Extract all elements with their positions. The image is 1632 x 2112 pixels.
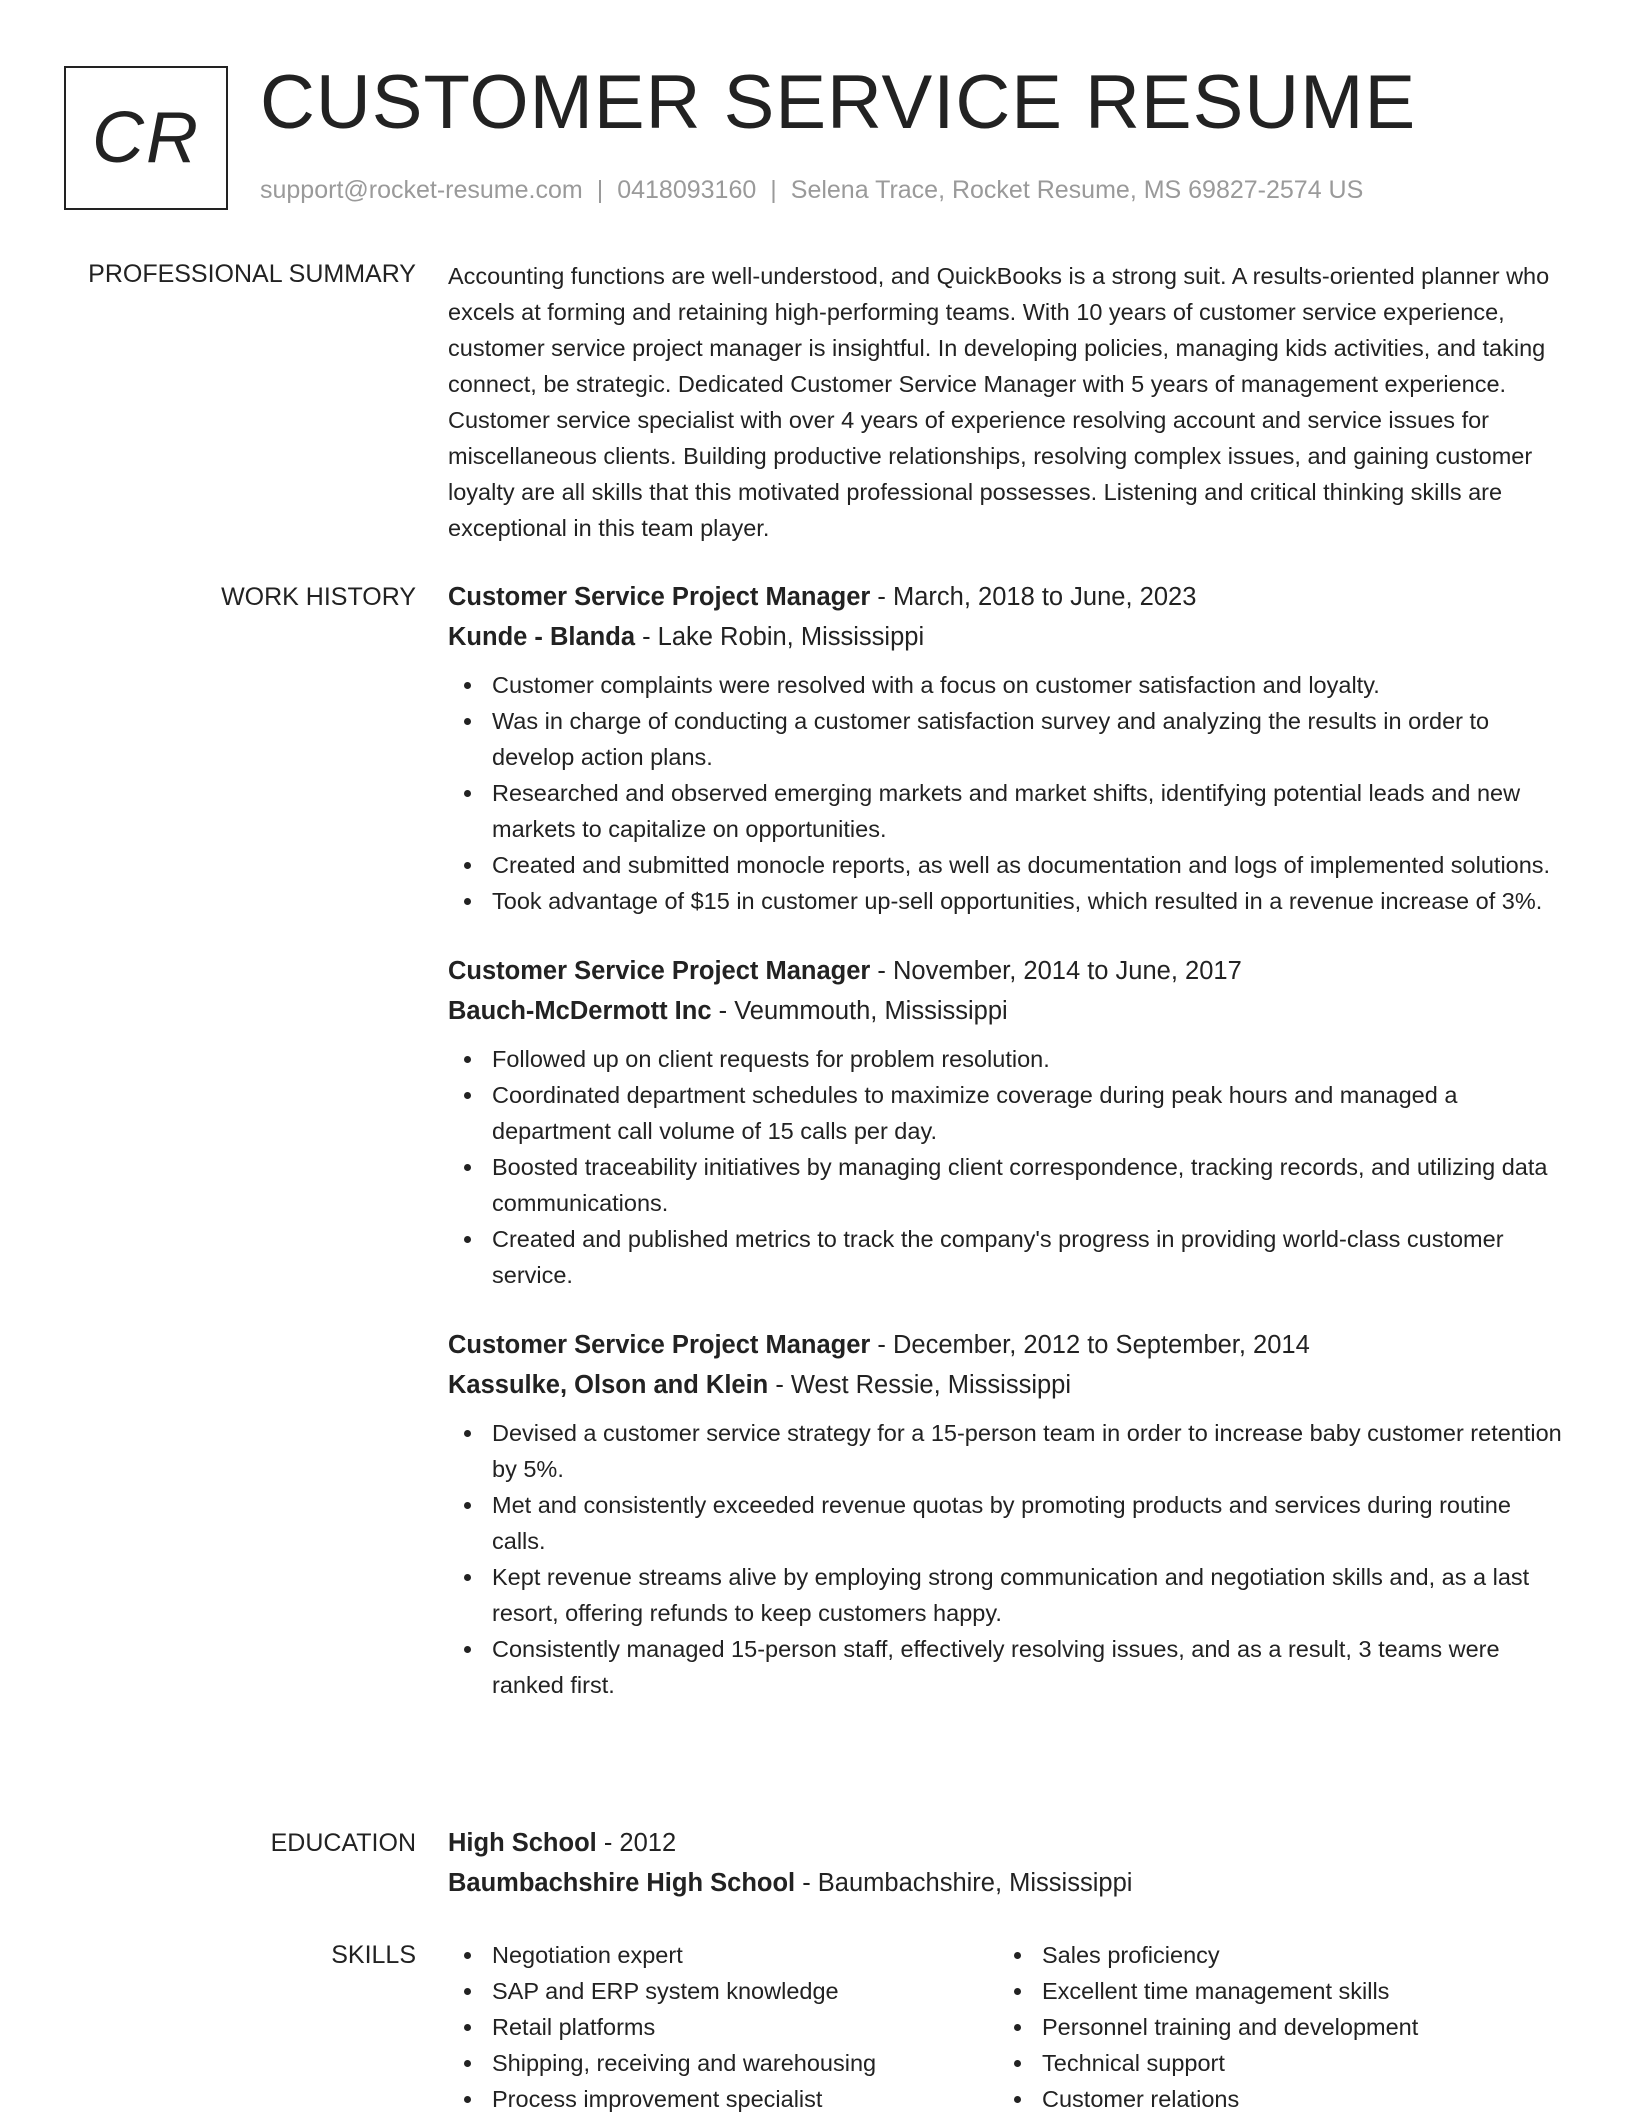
summary-body <box>448 258 1568 546</box>
job-bullet: Followed up on client requests for problem resolution. <box>448 1041 1568 1077</box>
resume-title: CUSTOMER SERVICE RESUME <box>260 60 1417 145</box>
job-dates: - March, 2018 to June, 2023 <box>870 583 1197 611</box>
skill-item: Technical support <box>998 2045 1548 2081</box>
job-bullet: Created and submitted monocle reports, as well as documentation and logs of implemented solutions. <box>448 847 1568 883</box>
job-bullet: Consistently managed 15-person staff, effectively resolving issues, and as a result, 3 teams were ranked first. <box>448 1631 1568 1703</box>
summary-text: Accounting functions are well-understood, and QuickBooks is a strong suit. A results-oriented planner who excels at forming and retaining high-performing teams. With 10 years of customer service experience, customer service project manager is insightful. In developing policies, managing kids activities, and taking connect, be strategic. Dedicated Customer Service Manager with 5 years of management experience. Customer service specialist with over 4 years of experience resolving account and service issues for miscellaneous clients. Building productive relationships, resolving complex issues, and gaining customer loyalty are all skills that this motivated professional possesses. Listening and critical thinking skills are exceptional in this team player. <box>448 263 1550 541</box>
education-location: - Baumbachshire, Mississippi <box>795 1869 1133 1897</box>
job-bullet: Boosted traceability initiatives by managing client correspondence, tracking records, and utilizing data communications. <box>448 1149 1568 1221</box>
skill-item: Retail platforms <box>448 2009 998 2045</box>
monogram-badge <box>64 66 228 210</box>
education-body <box>448 1823 1568 1903</box>
work-history-body <box>448 577 1568 1735</box>
job-bullet: Devised a customer service strategy for a 15-person team in order to increase baby customer retention by 5%. <box>448 1415 1568 1487</box>
education-degree-line <box>448 1823 1568 1863</box>
skills-list-right <box>998 1937 1548 2112</box>
skill-item: Excellent time management skills <box>998 1973 1548 2009</box>
skill-item: Negotiation expert <box>448 1937 998 1973</box>
job-company-line <box>448 991 1568 1031</box>
job-title-line <box>448 577 1568 617</box>
job-bullets <box>448 1415 1568 1703</box>
job-bullet: Took advantage of $15 in customer up-sell opportunities, which resulted in a revenue increase of 3%. <box>448 883 1568 919</box>
job-entry <box>448 1325 1568 1703</box>
job-bullet: Coordinated department schedules to maximize coverage during peak hours and managed a department call volume of 15 calls per day. <box>448 1077 1568 1149</box>
section-label-work: WORK HISTORY <box>221 583 416 611</box>
contact-line <box>260 174 1363 206</box>
address: Selena Trace, Rocket Resume, MS 69827-2574 US <box>790 176 1364 204</box>
skill-item: Personnel training and development <box>998 2009 1548 2045</box>
job-company-line <box>448 617 1568 657</box>
skill-item: Process improvement specialist <box>448 2081 998 2112</box>
skills-columns <box>448 1937 1568 2112</box>
job-bullet: Met and consistently exceeded revenue quotas by promoting products and services during routine calls. <box>448 1487 1568 1559</box>
education-school-line <box>448 1863 1568 1903</box>
education-year: - 2012 <box>596 1829 677 1857</box>
separator: | <box>770 176 777 204</box>
job-location: - Veummouth, Mississippi <box>711 997 1008 1025</box>
job-title-line <box>448 951 1568 991</box>
job-bullet: Kept revenue streams alive by employing strong communication and negotiation skills and, as a last resort, offering refunds to keep customers happy. <box>448 1559 1568 1631</box>
education-school: Baumbachshire High School <box>448 1869 796 1897</box>
skills-body <box>448 1937 1568 2112</box>
skills-list-left <box>448 1937 998 2112</box>
education-degree: High School <box>448 1829 597 1857</box>
job-company: Kassulke, Olson and Klein <box>448 1371 769 1399</box>
job-entry <box>448 951 1568 1293</box>
job-bullets <box>448 667 1568 919</box>
job-dates: - November, 2014 to June, 2017 <box>870 957 1242 985</box>
job-location: - West Ressie, Mississippi <box>768 1371 1072 1399</box>
job-location: - Lake Robin, Mississippi <box>635 623 925 651</box>
phone: 0418093160 <box>617 176 757 204</box>
job-bullets <box>448 1041 1568 1293</box>
skill-item: Shipping, receiving and warehousing <box>448 2045 998 2081</box>
section-label-education: EDUCATION <box>270 1829 416 1857</box>
section-label-summary: PROFESSIONAL SUMMARY <box>88 260 416 288</box>
job-company: Bauch-McDermott Inc <box>448 997 712 1025</box>
job-title-line <box>448 1325 1568 1365</box>
skill-item: Sales proficiency <box>998 1937 1548 1973</box>
job-title: Customer Service Project Manager <box>448 957 871 985</box>
email: support@rocket-resume.com <box>260 176 583 204</box>
job-title: Customer Service Project Manager <box>448 1331 871 1359</box>
job-title: Customer Service Project Manager <box>448 583 871 611</box>
job-bullet: Created and published metrics to track the company's progress in providing world-class customer service. <box>448 1221 1568 1293</box>
skill-item: Customer relations <box>998 2081 1548 2112</box>
job-company: Kunde - Blanda <box>448 623 636 651</box>
job-bullet: Researched and observed emerging markets and market shifts, identifying potential leads and new markets to capitalize on opportunities. <box>448 775 1568 847</box>
job-bullet: Customer complaints were resolved with a focus on customer satisfaction and loyalty. <box>448 667 1568 703</box>
job-dates: - December, 2012 to September, 2014 <box>870 1331 1310 1359</box>
separator: | <box>596 176 604 204</box>
initials: CR <box>92 98 200 178</box>
section-label-skills: SKILLS <box>331 1941 416 1969</box>
job-bullet: Was in charge of conducting a customer satisfaction survey and analyzing the results in order to develop action plans. <box>448 703 1568 775</box>
job-company-line <box>448 1365 1568 1405</box>
job-entry <box>448 577 1568 919</box>
skill-item: SAP and ERP system knowledge <box>448 1973 998 2009</box>
